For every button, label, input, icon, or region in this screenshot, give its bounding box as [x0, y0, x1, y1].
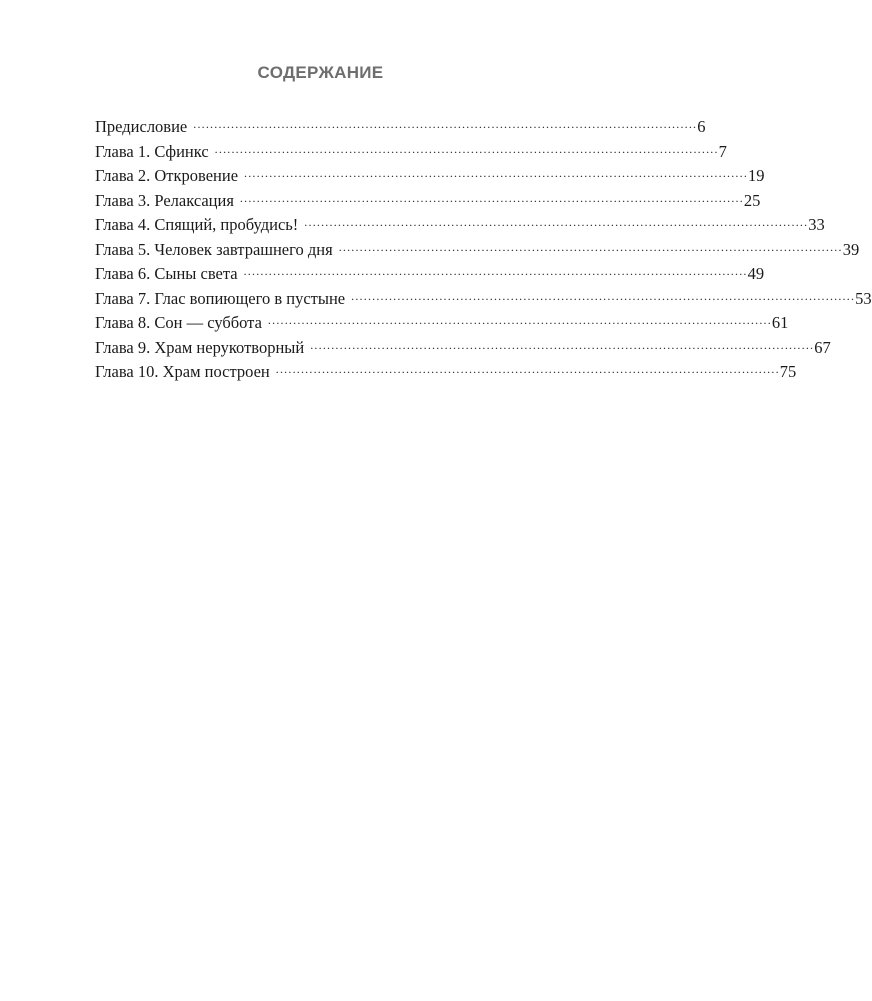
dot-leader: ........................................................................................................................ — [351, 288, 856, 303]
dot-leader: ........................................................................................................................ — [338, 239, 843, 254]
toc-entry — [95, 360, 797, 385]
toc-entry-title: Глава 1. Сфинкс — [95, 141, 209, 161]
toc-entry-title: Глава 7. Глас вопиющего в пустыне — [95, 288, 346, 308]
toc-entry-title: Глава 2. Откровение — [95, 166, 239, 186]
toc-entry-page: 39 — [842, 239, 860, 259]
toc-entry-page: 25 — [743, 190, 761, 210]
table-of-contents — [95, 115, 872, 385]
toc-entry-title: Предисловие — [95, 117, 188, 137]
toc-entry-title: Глава 8. Сон — суббота — [95, 313, 262, 333]
page-title: СОДЕРЖАНИЕ — [257, 63, 384, 82]
toc-entry — [95, 311, 789, 336]
dot-leader: ........................................................................................................................ — [214, 141, 719, 156]
toc-entry-title: Глава 3. Релаксация — [95, 190, 234, 210]
toc-entry — [95, 336, 831, 361]
toc-entry-page: 67 — [814, 337, 831, 357]
toc-entry-page: 6 — [697, 117, 706, 137]
toc-entry — [95, 164, 765, 189]
dot-leader: ........................................................................................................................ — [275, 362, 780, 377]
toc-entry-page: 33 — [808, 215, 825, 235]
toc-entry-title: Глава 10. Храм построен — [95, 362, 270, 382]
toc-entry-title: Глава 6. Сыны света — [95, 264, 238, 284]
toc-entry — [95, 213, 825, 238]
toc-entry — [95, 115, 706, 140]
toc-entry-title: Глава 5. Человек завтрашнего дня — [95, 239, 333, 259]
dot-leader: ........................................................................................................................ — [193, 117, 698, 132]
toc-entry-page: 49 — [747, 264, 765, 284]
toc-entry-title: Глава 4. Спящий, пробудись! — [95, 215, 299, 235]
toc-entry-page: 19 — [748, 166, 765, 186]
dot-leader: ........................................................................................................................ — [267, 313, 772, 328]
toc-entry-page: 61 — [771, 313, 789, 333]
toc-entry-title: Глава 9. Храм нерукотворный — [95, 337, 305, 357]
toc-entry — [95, 140, 727, 165]
toc-entry-page: 53 — [855, 288, 872, 308]
toc-entry — [95, 262, 765, 287]
toc-entry — [95, 238, 860, 263]
dot-leader: ........................................................................................................................ — [244, 166, 749, 181]
dot-leader: ........................................................................................................................ — [243, 264, 748, 279]
dot-leader: ........................................................................................................................ — [304, 215, 809, 230]
toc-entry-page: 75 — [779, 362, 797, 382]
dot-leader: ........................................................................................................................ — [239, 190, 744, 205]
toc-entry — [95, 287, 872, 312]
toc-entry — [95, 189, 761, 214]
toc-entry-page: 7 — [718, 141, 727, 161]
dot-leader: ........................................................................................................................ — [310, 337, 815, 352]
